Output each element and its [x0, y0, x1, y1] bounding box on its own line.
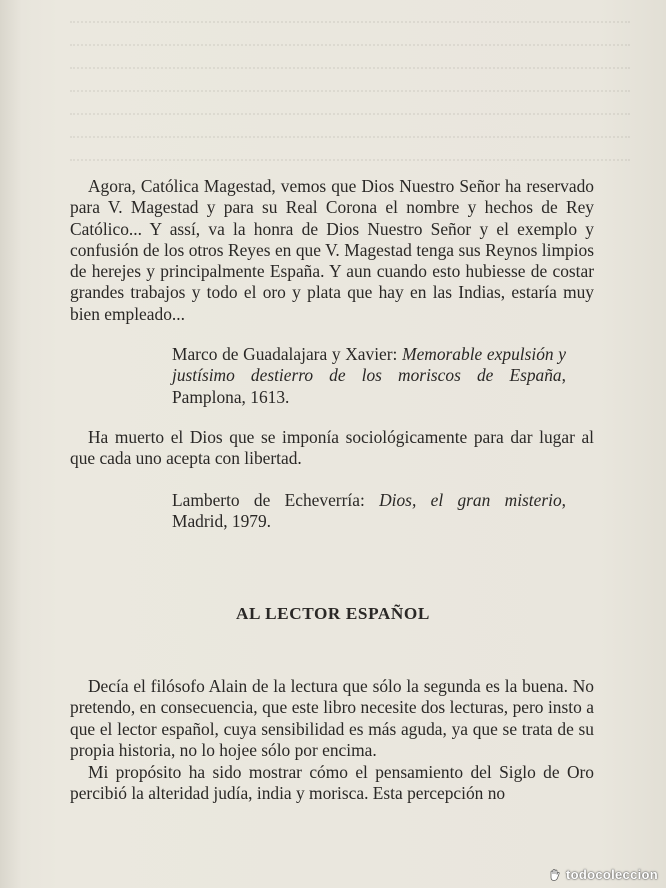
watermark-text: todocoleccion: [565, 867, 658, 882]
attribution-author: Lamberto de Echeverría:: [172, 490, 380, 510]
body-paragraph-1: Decía el filósofo Alain de la lectura que sólo la segunda es la buena. No pretendo, en consecuencia, que este libro necesite dos lecturas, pero insto a que el lector español, cuya sensibilidad es más aguda, ya que se trata de su propia historia, no lo hojee sólo por encima.: [70, 676, 594, 760]
section-heading: AL LECTOR ESPAÑOL: [236, 604, 430, 623]
watermark: [548, 867, 658, 882]
epigraph-attribution-2: [172, 490, 566, 533]
attribution-work: Dios, el gran misterio: [379, 490, 562, 510]
attribution-work: Memorable expulsión y justísimo destierro de los moriscos de España: [172, 344, 566, 386]
attribution-rest: , Madrid, 1979.: [172, 490, 566, 532]
epigraph-quote-1: Agora, Católica Magestad, vemos que Dios Nuestro Señor ha reservado para V. Magestad y para su Real Corona el nombre y hechos de Rey Católico... Y assí, va la honra de Dios Nuestro Señor y el exemplo y confusión de los otros Reyes en que V. Magestad tenga sus Reynos limpios de herejes y principalmente España. Y aun cuando esto hubiesse de costar grandes trabajos y todo el oro y plata que hay en las Indias, estaría muy bien empleado...: [70, 176, 594, 324]
body-paragraph-2: Mi propósito ha sido mostrar cómo el pensamiento del Siglo de Oro percibió la alteridad judía, india y morisca. Esta percepción no: [70, 762, 594, 804]
attribution-author: Marco de Guadalajara y Xavier:: [172, 344, 403, 364]
epigraph-quote-2: Ha muerto el Dios que se imponía sociológicamente para dar lugar al que cada uno acepta con libertad.: [70, 427, 594, 469]
epigraph-attribution-1: [172, 344, 566, 408]
show-through-text: [0, 0, 666, 165]
attribution-rest: , Pamplona, 1613.: [172, 365, 566, 407]
hand-icon: [548, 868, 562, 882]
